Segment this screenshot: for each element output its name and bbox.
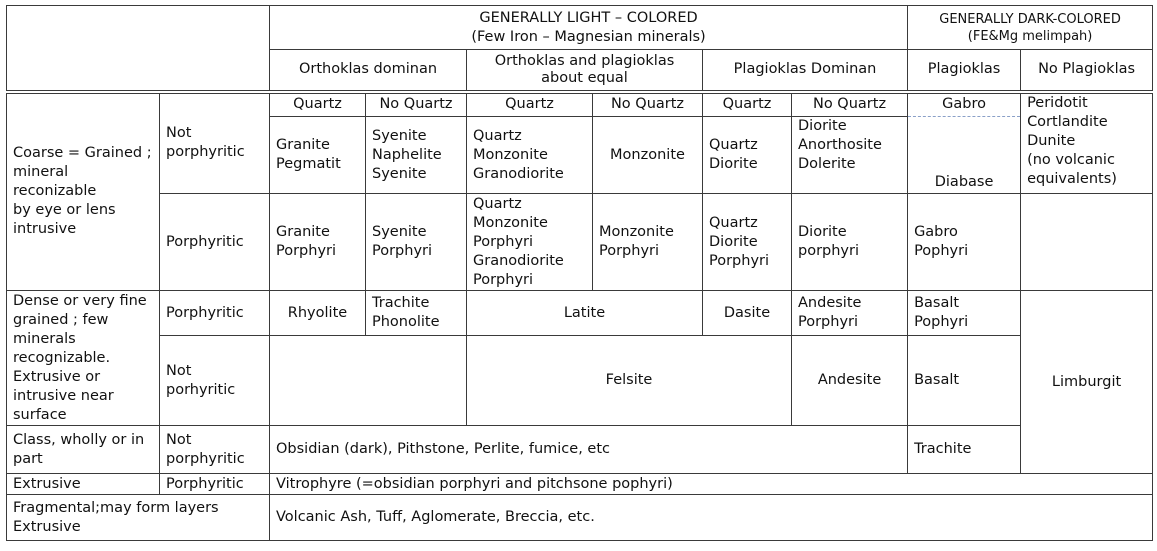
- andesite-cell: Andesite: [792, 336, 908, 426]
- syenite-cell: Syenite Naphelite Syenite: [366, 117, 467, 194]
- coarse-porphyritic-label: Porphyritic: [160, 194, 270, 291]
- trachite-cell: Trachite: [908, 426, 1021, 474]
- orthoklas-dominan-header: Orthoklas dominan: [270, 50, 467, 92]
- quartz-header: Quartz: [703, 92, 792, 117]
- rhyolite-cell: Rhyolite: [270, 291, 366, 336]
- header-row-quartz: [7, 92, 1153, 117]
- igneous-rock-classification-table: [6, 5, 1153, 541]
- gabro-pophyri-cell: Gabro Pophyri: [908, 194, 1021, 291]
- orthoklas-plagioklas-equal-header: Orthoklas and plagioklas about equal: [467, 50, 703, 92]
- quartz-monzonite-cell: Quartz Monzonite Granodiorite: [467, 117, 593, 194]
- diorite-cell: Diorite Anorthosite Dolerite: [792, 117, 908, 194]
- fragmental-label: Fragmental;may form layers Extrusive: [7, 495, 270, 541]
- coarse-not-porphyritic-label: Not porphyritic: [160, 92, 270, 194]
- empty-cell: [270, 336, 467, 426]
- obsidian-cell: Obsidian (dark), Pithstone, Perlite, fumice, etc: [270, 426, 908, 474]
- dense-not-porphyritic-row: [7, 336, 1153, 426]
- coarse-porphyritic-row: [7, 194, 1153, 291]
- basalt-cell: Basalt: [908, 336, 1021, 426]
- monzonite-cell: Monzonite: [593, 117, 703, 194]
- basalt-pophyri-cell: Basalt Pophyri: [908, 291, 1021, 336]
- felsite-cell: Felsite: [467, 336, 792, 426]
- vitrophyre-cell: Vitrophyre (=obsidian porphyri and pitchsone pophyri): [270, 474, 1153, 495]
- syenite-porphyri-cell: Syenite Porphyri: [366, 194, 467, 291]
- andesite-porphyri-cell: Andesite Porphyri: [792, 291, 908, 336]
- peridotit-cell: Peridotit Cortlandite Dunite (no volcanic equivalents): [1021, 92, 1153, 194]
- empty-cell: [1021, 194, 1153, 291]
- granite-pegmatit-cell: Granite Pegmatit: [270, 117, 366, 194]
- diorite-porphyri-cell: Diorite porphyri: [792, 194, 908, 291]
- limburgit-cell: Limburgit: [1021, 291, 1153, 474]
- fragmental-row: [7, 495, 1153, 541]
- no-quartz-header: No Quartz: [366, 92, 467, 117]
- header-empty-corner: [7, 6, 270, 92]
- coarse-grained-label: Coarse = Grained ; mineral reconizable by eye or lens intrusive: [7, 92, 160, 291]
- monzonite-porphyri-cell: Monzonite Porphyri: [593, 194, 703, 291]
- plagioklas-dominan-header: Plagioklas Dominan: [703, 50, 908, 92]
- glass-label: Class, wholly or in part: [7, 426, 160, 474]
- header-row-color: [7, 6, 1153, 50]
- granite-porphyri-cell: Granite Porphyri: [270, 194, 366, 291]
- extrusive-row: [7, 474, 1153, 495]
- dense-not-porphyritic-label: Not porhyritic: [160, 336, 270, 426]
- gabro-cell: Gabro: [908, 92, 1021, 117]
- latite-cell: Latite: [467, 291, 703, 336]
- no-plagioklas-header: No Plagioklas: [1021, 50, 1153, 92]
- dark-colored-header: GENERALLY DARK-COLORED (FE&Mg melimpah): [908, 6, 1153, 50]
- extrusive-label: Extrusive: [7, 474, 160, 495]
- dasite-cell: Dasite: [703, 291, 792, 336]
- trachite-phonolite-cell: Trachite Phonolite: [366, 291, 467, 336]
- glass-row: [7, 426, 1153, 474]
- light-colored-header: GENERALLY LIGHT – COLORED (Few Iron – Magnesian minerals): [270, 6, 908, 50]
- no-quartz-header: No Quartz: [593, 92, 703, 117]
- quartz-header: Quartz: [270, 92, 366, 117]
- extrusive-porphyritic-label: Porphyritic: [160, 474, 270, 495]
- plagioklas-header: Plagioklas: [908, 50, 1021, 92]
- glass-not-porphyritic-label: Not porphyritic: [160, 426, 270, 474]
- dense-porphyritic-label: Porphyritic: [160, 291, 270, 336]
- quartz-diorite-porphyri-cell: Quartz Diorite Porphyri: [703, 194, 792, 291]
- quartz-header: Quartz: [467, 92, 593, 117]
- quartz-monzonite-porphyri-cell: Quartz Monzonite Porphyri Granodiorite Porphyri: [467, 194, 593, 291]
- quartz-diorite-cell: Quartz Diorite: [703, 117, 792, 194]
- dense-fine-grained-label: Dense or very fine grained ; few minerals recognizable. Extrusive or intrusive near surface: [7, 291, 160, 426]
- volcanic-ash-cell: Volcanic Ash, Tuff, Aglomerate, Breccia, etc.: [270, 495, 1153, 541]
- no-quartz-header: No Quartz: [792, 92, 908, 117]
- dense-porphyritic-row: [7, 291, 1153, 336]
- diabase-cell: Diabase: [908, 117, 1021, 194]
